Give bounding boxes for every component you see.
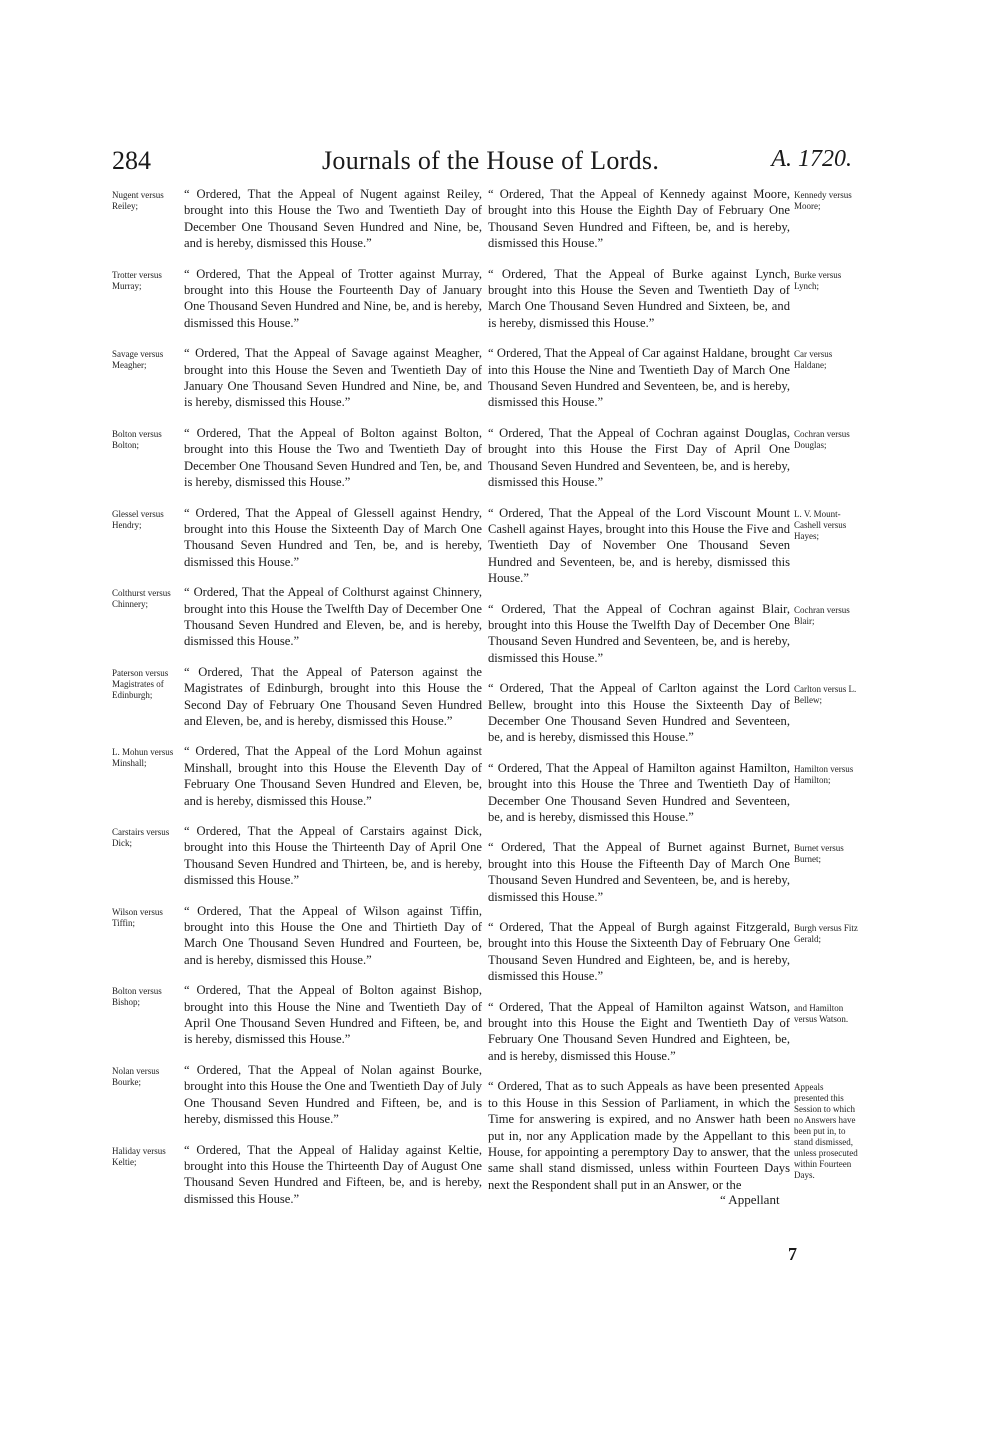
order-text: “ Ordered, That the Appeal of Haliday against Keltie, brought into this House the Thirteenth Day of August One Thousand Seven Hundred and Fifteen, be, and is hereby, dismissed this House.”: [184, 1142, 482, 1206]
margin-note: Cochran versus Douglas;: [794, 428, 850, 450]
right-column: [488, 186, 860, 1207]
running-title: Journals of the House of Lords.: [322, 146, 660, 175]
order-entry: [488, 266, 860, 332]
order-text: “ Ordered, That the Appeal of Wilson against Tiffin, brought into this House the One and Thirtieth Day of March One Thousand Seven Hundred and Fourteen, be, and is hereby, dismissed this House.”: [184, 903, 482, 967]
margin-note: Burke versus Lynch;: [794, 269, 842, 291]
order-entry: [488, 760, 860, 826]
order-text: “ Ordered, That the Appeal of Carlton against the Lord Bellew, brought into this House the Sixteenth Day of December One Thousand Seven Hundred and Seventeen, be, and is hereby, dismissed this House.”: [488, 681, 790, 745]
order-entry: [488, 425, 860, 491]
margin-note: Nolan versus Bourke;: [112, 1065, 160, 1087]
margin-note: Hamilton versus Hamilton;: [794, 763, 854, 785]
margin-note: and Hamilton versus Watson.: [794, 1002, 849, 1024]
margin-note: Appeals presented this Session to which no Answers have been put in, to stand dismissed, unless prosecuted within Fourteen Days.: [794, 1082, 858, 1181]
order-entry: [112, 425, 482, 491]
margin-note: Paterson versus Magistrates of Edinburgh;: [112, 667, 169, 700]
order-text: “ Ordered, That the Appeal of Nugent against Reiley, brought into this House the Two and Twentieth Day of December One Thousand Seven Hundred and Nine, be, and is hereby, dismissed this House.”: [184, 187, 482, 251]
order-entry: [112, 505, 482, 571]
order-text: “ Ordered, That the Appeal of Bolton against Bishop, brought into this House the Nine and Twentieth Day of April One Thousand Seven Hundred and Fifteen, be, and is hereby, dismissed this House.”: [184, 983, 482, 1047]
order-entry: [488, 839, 860, 905]
order-entry: [112, 266, 482, 332]
order-entry: [112, 743, 482, 809]
margin-note: Burgh versus Fitz Gerald;: [794, 923, 858, 945]
year-label: A. 1720.: [771, 146, 852, 172]
order-text: “ Ordered, That the Appeal of Burke against Lynch, brought into this House the Seven and Twentieth Day of March One Thousand Seven Hundred and Sixteen, be, and is hereby, dismissed this House.”: [488, 266, 790, 330]
order-entry: [112, 1062, 482, 1128]
order-entry: [488, 505, 860, 587]
order-text: “ Ordered, That the Appeal of Paterson against the Magistrates of Edinburgh, brought into this House the Second Day of February One Thousand Seven Hundred and Eleven, be, and is hereby, dismissed this House.”: [184, 664, 482, 728]
order-entry: [112, 823, 482, 889]
margin-note: Bolton versus Bishop;: [112, 986, 162, 1008]
order-entry: [112, 1142, 482, 1208]
order-text: “ Ordered, That the Appeal of Savage against Meagher, brought into this House the Seven and Twentieth Day of January One Thousand Seven Hundred and Nine, be, and is hereby, dismissed this House.”: [184, 346, 482, 410]
order-entry: [488, 345, 860, 411]
order-text: “ Ordered, That the Appeal of the Lord Mohun against Minshall, brought into this House the Eleventh Day of February One Thousand Seven Hundred and Eleven, be, and is hereby, dismissed this House.”: [184, 744, 482, 808]
margin-note: Car versus Haldane;: [794, 349, 833, 371]
margin-note: Nugent versus Reiley;: [112, 190, 164, 211]
order-text: “ Ordered, That the Appeal of Cochran against Douglas, brought into this House the First Day of April One Thousand Seven Hundred and Seventeen, be, and is hereby, dismissed this House.”: [488, 425, 790, 490]
order-entry: [112, 186, 482, 252]
order-entry: [112, 584, 482, 650]
order-entry: [488, 186, 860, 252]
order-text: “ Ordered, That the Appeal of the Lord Viscount Mount Cashell against Hayes, brought into this House the Five and Twentieth Day of November One Thousand Seven Hundred and Seventeen, be, and is hereby, dismissed this House.”: [488, 505, 790, 586]
margin-note: L. V. Mount-Cashell versus Hayes;: [794, 508, 847, 541]
order-entry: [112, 903, 482, 969]
order-entry: [112, 664, 482, 730]
order-text: “ Ordered, That the Appeal of Cochran against Blair, brought into this House the Twelfth Day of December One Thousand Seven Hundred and Seventeen, be, and is hereby, dismissed this House.”: [488, 601, 790, 665]
margin-note: Wilson versus Tiffin;: [112, 906, 163, 928]
margin-note: Glessel versus Hendry;: [112, 508, 164, 530]
order-entry: [488, 680, 860, 746]
order-text: “ Ordered, That the Appeal of Kennedy against Moore, brought into this House the Eighth Day of February One Thousand Seven Hundred and Fifteen, be, and is hereby, dismissed this House.”: [488, 187, 790, 251]
signature-mark: 7: [788, 1244, 797, 1264]
order-text: “ Ordered, That the Appeal of Burnet against Burnet, brought into this House the Fifteenth Day of March One Thousand Seven Hundred and Seventeen, be, and is hereby, dismissed this House.”: [488, 840, 790, 904]
order-entry: [488, 601, 860, 667]
page-header: [112, 146, 852, 186]
order-entry: [112, 982, 482, 1048]
order-text: “ Ordered, That the Appeal of Nolan against Bourke, brought into this House the One and Twentieth Day of July One Thousand Seven Hundred and Fifteen, be, and is hereby, dismissed this House.”: [184, 1062, 482, 1127]
margin-note: Colthurst versus Chinnery;: [112, 588, 171, 610]
order-text: “ Ordered, That the Appeal of Trotter against Murray, brought into this House the Fourteenth Day of January One Thousand Seven Hundred and Nine, be, and is hereby, dismissed this House.”: [184, 266, 482, 330]
order-text: “ Ordered, That the Appeal of Colthurst against Chinnery, brought into this House the Twelfth Day of December One Thousand Seven Hundred and Eleven, be, and is hereby, dismissed this House.”: [184, 585, 482, 649]
margin-note: Kennedy versus Moore;: [794, 190, 852, 211]
margin-note: Trotter versus Murray;: [112, 269, 162, 291]
order-entry: [488, 999, 860, 1065]
order-text: “ Ordered, That the Appeal of Hamilton against Hamilton, brought into this House the Three and Twentieth Day of December One Thousand Seven Hundred and Seventeen, be, and is hereby, dismissed this House.”: [488, 760, 790, 824]
margin-note: L. Mohun versus Minshall;: [112, 747, 174, 769]
order-text: “ Ordered, That the Appeal of Glessell against Hendry, brought into this House the Sixteenth Day of March One Thousand Seven Hundred and Ten, be, and is hereby, dismissed this House.”: [184, 505, 482, 569]
margin-note: Carstairs versus Dick;: [112, 827, 170, 848]
margin-note: Bolton versus Bolton;: [112, 428, 162, 450]
order-entry: [112, 345, 482, 411]
order-text: “ Ordered, That the Appeal of Bolton against Bolton, brought into this House the Two and Twentieth Day of December One Thousand Seven Hundred and Ten, be, and is hereby, dismissed this House.”: [184, 425, 482, 490]
order-text: “ Ordered, That the Appeal of Hamilton against Watson, brought into this House the Eight and Twentieth Day of February One Thousand Seven Hundred and Eighteen, be, and is hereby, dismissed this House.”: [488, 999, 790, 1063]
order-entry: [488, 1078, 860, 1193]
catchword: “ Appellant: [720, 1192, 780, 1207]
order-text: “ Ordered, That the Appeal of Burgh against Fitzgerald, brought into this House the Sixteenth Day of February One Thousand Seven Hundred and Eighteen, be, and is hereby, dismissed this House.”: [488, 920, 790, 984]
margin-note: Carlton versus L. Bellew;: [794, 684, 857, 706]
margin-note: Burnet versus Burnet;: [794, 843, 844, 865]
margin-note: Haliday versus Keltie;: [112, 1145, 166, 1167]
order-text: “ Ordered, That as to such Appeals as have been presented to this House in this Session of Parliament, in which the Time for answering is expired, and no Answer hath been put in, nor any Application made by the Appellant to this House, for appointing a peremptory Day to answer, that the same shall stand dismissed, unless within Fourteen Days next the Respondent shall put in an Answer, or the: [488, 1079, 790, 1192]
page-number: 284: [112, 146, 151, 175]
margin-note: Savage versus Meagher;: [112, 349, 164, 371]
order-text: “ Ordered, That the Appeal of Carstairs against Dick, brought into this House the Thirteenth Day of April One Thousand Seven Hundred and Thirteen, be, and is hereby, dismissed this House.”: [184, 824, 482, 888]
margin-note: Cochran versus Blair;: [794, 604, 850, 626]
order-entry: [488, 919, 860, 985]
order-text: “ Ordered, That the Appeal of Car against Haldane, brought into this House the Nine and Twentieth Day of March One Thousand Seven Hundred and Seventeen, be, and is hereby, dismissed this House.”: [488, 346, 790, 410]
left-column: [112, 186, 482, 1221]
